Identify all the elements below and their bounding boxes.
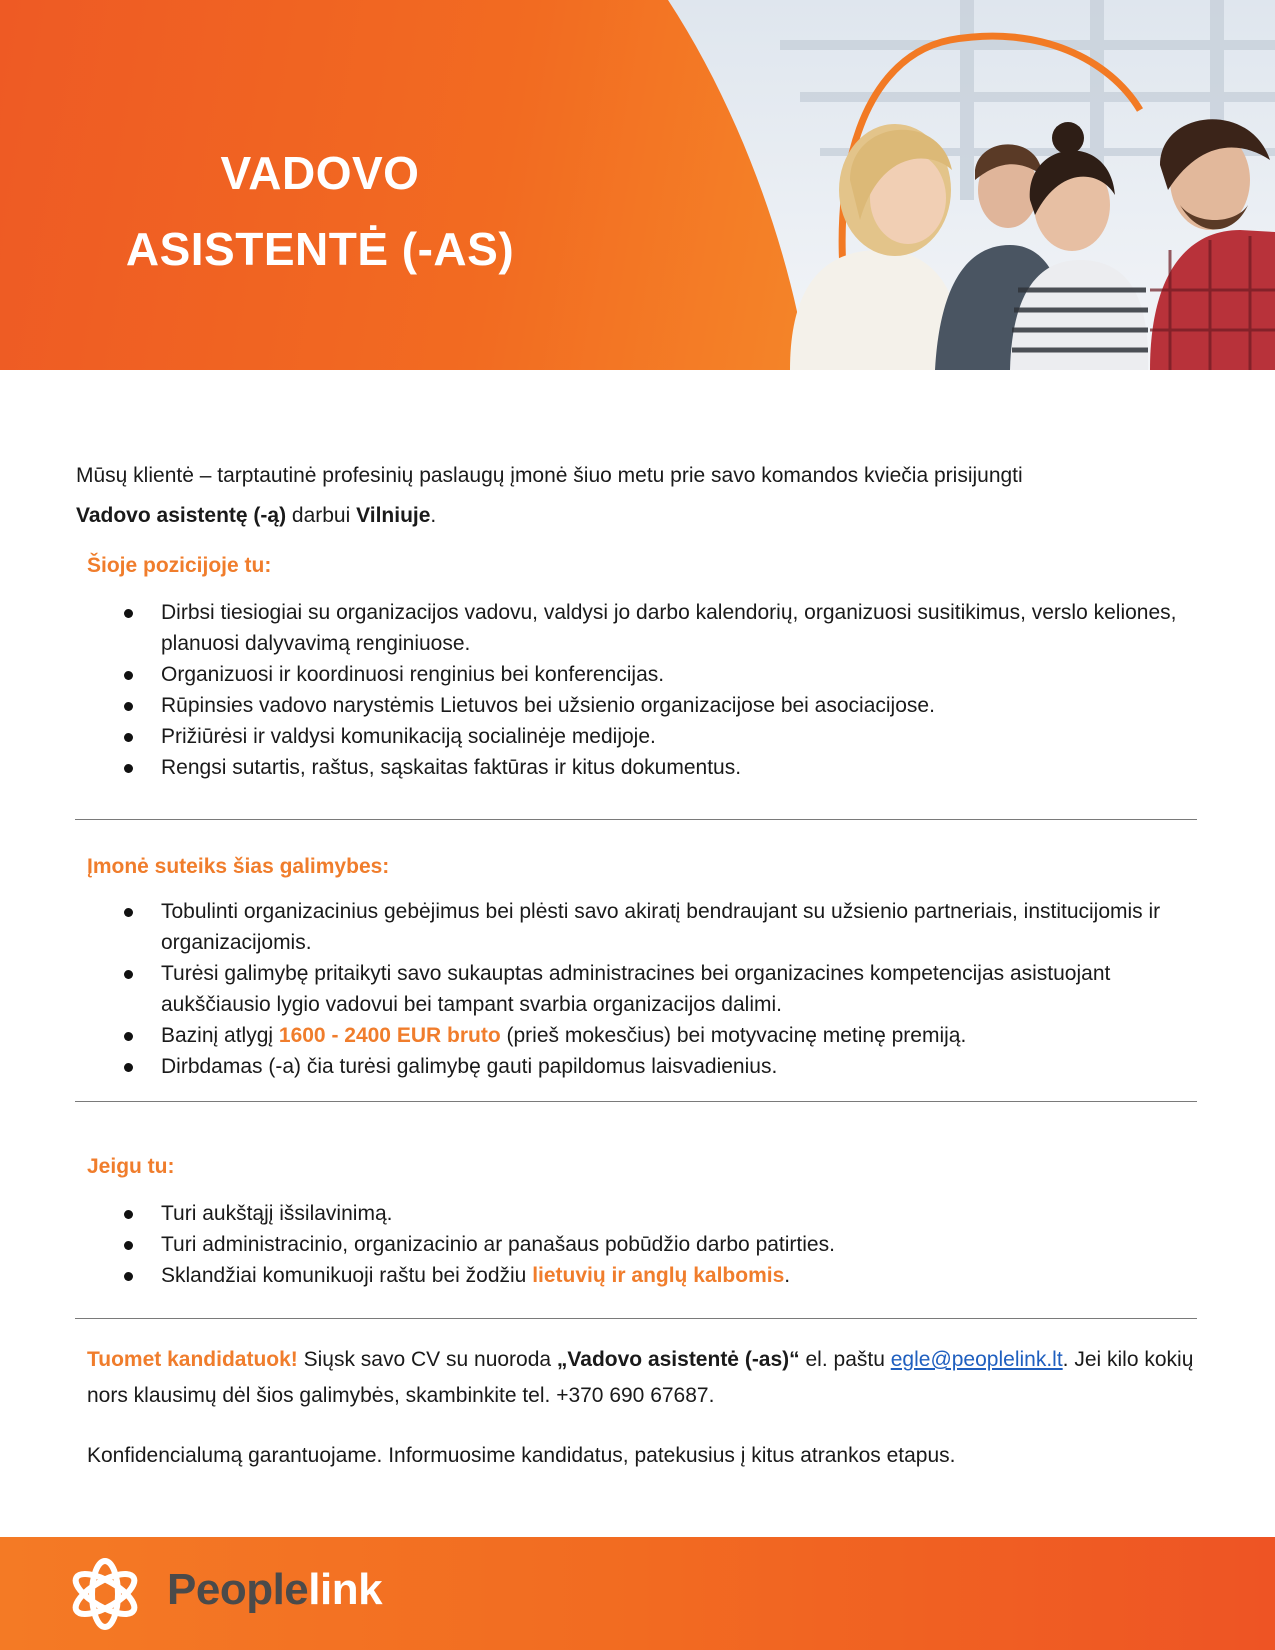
offer-list (118, 896, 1193, 1082)
bullet-icon (124, 764, 133, 773)
footer-banner (0, 1537, 1275, 1650)
list-item (118, 1198, 1193, 1229)
intro-role: Vadovo asistentę (-ą) (76, 504, 287, 527)
apply-text: Siųsk savo CV su nuoroda (297, 1348, 557, 1371)
job-title (120, 135, 520, 287)
list-item (118, 1229, 1193, 1260)
divider (75, 1318, 1197, 1319)
intro-text-3: . (430, 504, 437, 527)
divider (75, 819, 1197, 820)
intro-text: Mūsų klientė – tarptautinė profesinių paslaugų įmonė šiuo metu prie savo komandos kviečia prisijungti (76, 464, 1023, 487)
language-value: lietuvių ir anglų kalbomis (532, 1264, 785, 1287)
bullet-icon (124, 609, 133, 618)
peoplelink-logo-text (167, 1565, 382, 1615)
bullet-icon (124, 733, 133, 742)
list-item (118, 597, 1193, 659)
list-item-text: Rengsi sutartis, raštus, sąskaitas faktūras ir kitus dokumentus. (161, 756, 742, 779)
intro-text-2: darbui (286, 504, 357, 527)
list-item-text: Tobulinti organizacinius gebėjimus bei plėsti savo akiratį bendraujant su užsienio partneriais, institucijomis ir organizacijomis. (161, 900, 1161, 954)
apply-paragraph (87, 1342, 1207, 1414)
list-item (118, 659, 1193, 690)
bullet-icon (124, 1272, 133, 1281)
bullet-icon (124, 1210, 133, 1219)
salary-text: Bazinį atlygį (161, 1024, 279, 1047)
bullet-icon (124, 702, 133, 711)
job-title-line2: ASISTENTĖ (-AS) (125, 223, 515, 275)
list-item-text: Turi administracinio, organizacinio ar panašaus pobūdžio darbo patirties. (161, 1233, 835, 1256)
list-item (118, 1051, 1193, 1082)
position-list (118, 597, 1193, 783)
intro-paragraph (76, 456, 1206, 536)
bullet-icon (124, 1063, 133, 1072)
bullet-icon (124, 1241, 133, 1250)
apply-reference: „Vadovo asistentė (-as)“ (556, 1348, 800, 1371)
header-banner (0, 0, 1275, 370)
peoplelink-logo-icon (68, 1555, 142, 1633)
list-item (118, 721, 1193, 752)
list-item-text: Dirbsi tiesiogiai su organizacijos vadovu, valdysi jo darbo kalendorių, organizuosi susitikimus, verslo keliones, planuosi dalyvavimą renginiuose. (161, 601, 1177, 655)
list-item (118, 1020, 1193, 1051)
salary-text-2: (prieš mokesčius) bei motyvacinę metinę premiją. (500, 1024, 967, 1047)
language-text-2: . (784, 1264, 791, 1287)
list-item-text: Turėsi galimybę pritaikyti savo sukauptas administracines bei organizacines kompetencijas asistuojant aukščiausio lygio vadovui bei tampant svarbia organizacijos dalimi. (161, 962, 1111, 1016)
email-link[interactable]: egle@peoplelink.lt (890, 1348, 1063, 1371)
job-title-line1: VADOVO (220, 147, 420, 199)
confidentiality-note: Konfidencialumą garantuojame. Informuosime kandidatus, patekusius į kitus atrankos etapus. (87, 1444, 956, 1467)
list-item (118, 958, 1193, 1020)
divider (75, 1101, 1197, 1102)
list-item-text: Rūpinsies vadovo narystėmis Lietuvos bei užsienio organizacijose bei asociacijose. (161, 694, 935, 717)
list-item (118, 1260, 1193, 1291)
language-text: Sklandžiai komunikuoji raštu bei žodžiu (161, 1264, 533, 1287)
logo-text-people: People (167, 1565, 309, 1614)
list-item-text: Organizuosi ir koordinuosi renginius bei konferencijas. (161, 663, 665, 686)
apply-text-3: . Jei kilo kokių nors klausimų dėl šios galimybės, skambinkite tel. +370 690 67687. (87, 1348, 1194, 1407)
list-item-text: Turi aukštąjį išsilavinimą. (161, 1202, 393, 1225)
requirements-heading: Jeigu tu: (87, 1155, 175, 1178)
requirements-list (118, 1198, 1193, 1291)
position-heading: Šioje pozicijoje tu: (87, 554, 272, 577)
logo-text-link: link (308, 1565, 383, 1614)
offer-heading: Įmonė suteiks šias galimybes: (87, 855, 390, 878)
list-item (118, 690, 1193, 721)
salary-value: 1600 - 2400 EUR bruto (278, 1024, 501, 1047)
apply-text-2: el. paštu (799, 1348, 891, 1371)
apply-cta: Tuomet kandidatuok! (87, 1348, 298, 1371)
bullet-icon (124, 970, 133, 979)
list-item (118, 896, 1193, 958)
list-item (118, 752, 1193, 783)
intro-city: Vilniuje (356, 504, 431, 527)
bullet-icon (124, 908, 133, 917)
list-item-text: Dirbdamas (-a) čia turėsi galimybę gauti papildomus laisvadienius. (161, 1055, 778, 1078)
list-item-text: Prižiūrėsi ir valdysi komunikaciją socialinėje medijoje. (161, 725, 656, 748)
bullet-icon (124, 671, 133, 680)
bullet-icon (124, 1032, 133, 1041)
